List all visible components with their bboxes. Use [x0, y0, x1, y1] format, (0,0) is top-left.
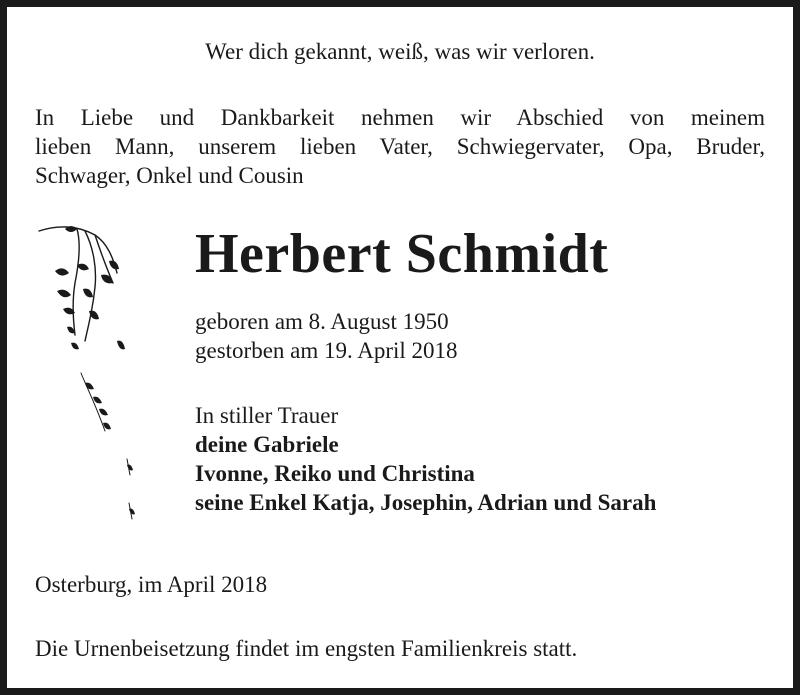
mourner-line: seine Enkel Katja, Josephin, Adrian und Sarah	[195, 490, 657, 515]
deceased-name: Herbert Schmidt	[195, 223, 609, 285]
death-date: gestorben am 19. April 2018	[195, 338, 458, 363]
burial-note: Die Urnenbeisetzung findet im engsten Familienkreis statt.	[35, 636, 578, 661]
motto: Wer dich gekannt, weiß, was wir verloren.	[205, 39, 595, 64]
mourning-intro: In stiller Trauer	[195, 403, 339, 428]
intro-line: Schwager, Onkel und Cousin	[35, 163, 304, 188]
life-dates	[195, 307, 458, 365]
intro-line: In Liebe und Dankbarkeit nehmen wir Abschied von meinem	[35, 105, 765, 130]
mourners-block	[195, 401, 656, 517]
birch-branch-icon	[37, 223, 137, 543]
place-date: Osterburg, im April 2018	[35, 572, 268, 597]
mourner-line: Ivonne, Reiko und Christina	[195, 461, 475, 486]
mourner-line: deine Gabriele	[195, 432, 339, 457]
intro-text	[35, 103, 765, 190]
intro-line: lieben Mann, unserem lieben Vater, Schwiegervater, Opa, Bruder,	[35, 134, 765, 159]
birth-date: geboren am 8. August 1950	[195, 309, 449, 334]
